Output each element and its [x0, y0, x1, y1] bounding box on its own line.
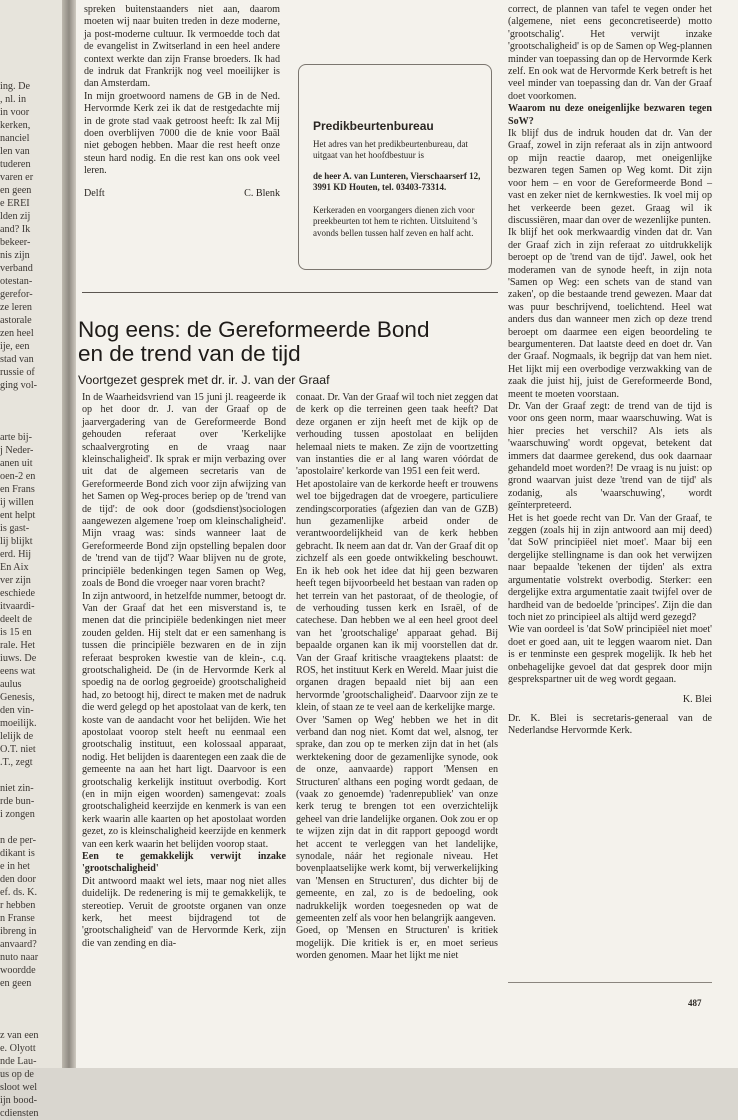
stub-line: ijn bood- [0, 1095, 38, 1106]
section-rule [82, 292, 498, 293]
stub-line: e EREI [0, 198, 30, 209]
stub-line: us op de [0, 1069, 34, 1080]
stub-line: en geen [0, 185, 32, 196]
article-column-2 [296, 392, 498, 963]
stub-line: verband [0, 263, 33, 274]
stub-line: rde bun- [0, 796, 35, 807]
article-paragraph: Over 'Samen op Weg' hebben we het in dit verband dan nog niet. Komt dat wel, alsnog, ter sprake, dan zou op te merken zijn dat in het (als werktekening door de gezamenlijke synode, ook de onze, aanvaarde) rapport 'Mensen en Structuren' althans een poging wordt gedaan, de (vaak zo genoemde) 'radenrepubliek' van onze kerk terug te brengen tot een overzichtelijk geheel van drie landelijke organen. Ook zou er op te wijzen zijn dat in dit rapport gepoogd wordt het accent te verleggen van het landelijke, synodale, náár het regionale niveau. Het bovenplaatselijke werk komt, bij verwerkelijking van 'Mensen en Structuren', dus dichter bij de gemeente, en zal, zo is de bedoeling, ook nadrukkelijk worden toegesneden op wat de gemeenten zelf als voor hen belangrijk aangeven. [296, 714, 498, 925]
stub-line: bekeer- [0, 237, 31, 248]
stub-line: Genesis, [0, 692, 35, 703]
stub-line: ent helpt [0, 510, 36, 521]
letter-paragraph: In mijn groetwoord namens de GB in de Ned. Hervormde Kerk zei ik dat de restgedachte mij in de grote stad vaak getroost heeft: Ik zal Mij doen overblijven 7000 die de knie voor Baäl niet gebogen hebben. Maar die rest heeft onze steun hard nodig. En die rest kan ons ook veel leren. [84, 90, 280, 177]
stub-line: niet zin- [0, 783, 34, 794]
article-subhead: Een te gemakkelijk verwijt inzake 'grootschaligheid' [82, 851, 286, 875]
stub-line: ibreng in [0, 926, 37, 937]
stub-line: tuderen [0, 159, 31, 170]
stub-line: len van [0, 146, 30, 157]
stub-line: rale. Het [0, 640, 36, 651]
stub-line: anvaard? [0, 939, 37, 950]
box-note: Kerkeraden en voorgangers dienen zich voor preekbeurten tot hem te richten. Uitsluitend 's avonds bellen tussen half zeven en half acht. [313, 205, 478, 238]
stub-line: lden zij [0, 211, 31, 222]
stub-line: is gast- [0, 523, 30, 534]
article-paragraph: Goed, op 'Mensen en Structuren' is kritiek mogelijk. Die kritiek is er, en moet serieus worden genomen. Maar het lijkt me niet [296, 925, 498, 962]
headline-line: en de trend van de tijd [78, 341, 301, 366]
predikbeurtenbureau-box [298, 64, 492, 270]
stub-line: erd. Hij [0, 549, 32, 560]
stub-line: nanciel [0, 133, 30, 144]
letter-place: Delft [84, 187, 105, 199]
stub-line: den vin- [0, 705, 34, 716]
stub-line: deelt de [0, 614, 32, 625]
stub-line: and? Ik [0, 224, 31, 235]
stub-line: eens wat [0, 666, 36, 677]
article-paragraph: conaat. Dr. Van der Graaf wil toch niet zeggen dat de kerk op die terreinen geen taak heeft? Dat deze organen er zijn heeft met de kijk op de verhouding tussen apostolaat en belijden helemaal niets te maken. Ze zijn de voortzetting van instanties die er al lang waren vóórdat de 'apostolaire' kerkorde van 1951 een feit werd. [296, 392, 498, 478]
stub-line: oen-2 en [0, 471, 36, 482]
stub-line: itvaardi- [0, 601, 35, 612]
stub-line: stad van [0, 354, 34, 365]
stub-line: eschiede [0, 588, 36, 599]
stub-line: r hebben [0, 900, 36, 911]
stub-line: kerken, [0, 120, 31, 131]
stub-line: ije, een [0, 341, 30, 352]
stub-line: woordde [0, 965, 36, 976]
magazine-page [76, 0, 738, 1068]
stub-line: n Franse [0, 913, 35, 924]
stub-line: astorale [0, 315, 32, 326]
letter-signature-row [84, 188, 280, 200]
stub-line: ze leren [0, 302, 32, 313]
stub-line: , nl. in [0, 94, 27, 105]
stub-line: ver zijn [0, 575, 31, 586]
stub-line: ef. ds. K. [0, 887, 38, 898]
stub-line: .T., zegt [0, 757, 33, 768]
stub-line: ij willen [0, 497, 34, 508]
stub-line: gerefor- [0, 289, 33, 300]
stub-line: z van een [0, 1030, 39, 1041]
article-paragraph: Dr. Van der Graaf zegt: de trend van de tijd is voor ons geen norm, maar waarschuwing. Wat is hier precies het verschil? Als iets als 'waarschuwing' wordt opgevat, betekent dat immers dat daarmee gerekend, dus ook daarnaar gehandeld moet worden?! De vraag is nu juist: op grond waarvan juist deze 'trend van de tijd' als zodanig, als 'waarschuwing', wordt geïnterpreteerd. [508, 401, 712, 512]
stub-line: den door [0, 874, 36, 885]
stub-line: ing. De [0, 81, 30, 92]
headline-line: Nog eens: de Gereformeerde Bond [78, 317, 430, 342]
stub-line: moeilijk. [0, 718, 37, 729]
letter-paragraph: spreken buitenstaanders niet aan, daarom moeten wij naar buiten treden in deze moderne, ja post-moderne cultuur. Ik vermoedde toch dat de evangelist in Zwitserland in een heel andere context werkte dan zijn Franse broeders. Ik had de indruk dat Frankrijk nog veel moeilijker is dan Amsterdam. [84, 4, 280, 90]
box-title: Predikbeurtenbureau [313, 119, 434, 133]
left-page-stub [0, 0, 66, 1119]
stub-line: lelijk de [0, 731, 34, 742]
author-note: Dr. K. Blei is secretaris-generaal van de Nederlandse Hervormde Kerk. [508, 712, 712, 737]
stub-line: En Aix [0, 562, 29, 573]
stub-line: en Frans [0, 484, 35, 495]
page-number: 487 [688, 998, 702, 1008]
article-paragraph: Ik blijf het ook merkwaardig vinden dat dr. Van der Graaf zich in zijn referaat zo uitdrukkelijk beroept op de 'trend van de tijd'. Jawel, ook het moderamen van de synode heeft, in zijn nota 'Samen op Weg: een schets van de stand van zaken', op die bestaande trend gewezen. Maar dat was puur beschrijvend, toelichtend. Heel wat anders dus dan wanneer men zich op deze trend beroept om daarmee een eigen beoordeling te beargumenteren. Dat laatste deed en doet dr. Van der Graaf. Nogmaals, ik begrijp dat van hem niet. Het lijkt mij een overbodige verzwakking van de zaak die juist hij, juist de Gereformeerde Bond, meent te moeten voorstaan. [508, 227, 712, 400]
stub-line: nuto naar [0, 952, 39, 963]
stub-line: russie of [0, 367, 35, 378]
article-headline [78, 318, 518, 366]
stub-line: iuws. De [0, 653, 37, 664]
stub-line: arte bij- [0, 432, 32, 443]
stub-line: aulus [0, 679, 22, 690]
article-paragraph: correct, de plannen van tafel te vegen onder het (algemene, niet eens geconcretiseerde) motto 'grootschalig'. Het verwijt inzake 'grootschaligheid' is op de Samen op Weg-plannen minder van toepassing dan op de Hervormde Kerk zelf. En ook wat de Hervormde Kerk betreft is het veel minder van toepassing dan dr. Van der Graaf doet voorkomen. [508, 4, 712, 102]
article-signature: K. Blei [682, 694, 712, 706]
stub-line: nde Lau- [0, 1056, 37, 1067]
article-column-1 [82, 392, 286, 950]
stub-line: anen uit [0, 458, 33, 469]
article-subhead: Waarom nu deze oneigenlijke bezwaren tegen SoW? [508, 103, 712, 127]
stub-line: varen er [0, 172, 34, 183]
stub-line: sloot wel [0, 1082, 38, 1093]
article-paragraph: Wie van oordeel is 'dat SoW principiëel niet moet' doet er goed aan, uit te leggen waarom niet. Dan is er tenminste een gesprek mogelijk. Ik heb het onbehagelijke gevoel dat dat gesprek door mijn gesprekspartner uit de weg wordt gegaan. [508, 624, 712, 685]
letter-signature: C. Blenk [244, 187, 280, 199]
box-intro: Het adres van het predikbeurtenbureau, dat uitgaat van het hoofdbestuur is [313, 139, 468, 161]
stub-line: en geen [0, 978, 32, 989]
book-binding [62, 0, 76, 1068]
footer-rule [508, 982, 712, 983]
stub-line: dikant is [0, 848, 35, 859]
stub-line: ging vol- [0, 380, 38, 391]
article-paragraph: Ik blijf dus de indruk houden dat dr. Van der Graaf, zowel in zijn referaat als in zijn antwoord op mijn reactie daarop, met oneigenlijke bezwaren tegen Samen op Weg komt. Dit zijn voor hem – en voor de Gereformeerde Bond – vast en zeker niet de kernkwesties. Ik voel mij op het verkeerde been gezet. Graag wil ik discussiëren, maar dan over de wezenlijke punten. [508, 128, 712, 226]
article-paragraph: Het is het goede recht van Dr. Van der Graaf, te zeggen (zoals hij in zijn antwoord aan mij deed) 'dat SoW principiëel niet moet'. Maar bij een dergelijke stellingname is dan ook het verwijzen naar bepaalde 'tekenen der tijden' als extra argumentatie volstrekt overbodig. Sterker: een dergelijke extra argumentatie zaait twijfel over de hardheid van de bedoelde 'principes'. Zijn die dan toch niet zo principieel als altijd werd gezegd? [508, 512, 712, 623]
article-paragraph: In de Waarheidsvriend van 15 juni jl. reageerde ik op het door dr. J. van der Graaf op de jaarvergadering van de Gereformeerde Bond gehouden referaat over 'Kerkelijke schaalvergroting en de vraag naar kleinschaligheid'. Ik sprak er mijn verbazing over uit dat de algemeen secretaris van de Gereformeerde Bond zich voor zijn afwijzing van het Samen op Weg-proces beriep op de 'trend van de tijd': de ook door (godsdienst)sociologen aangewezen algemene 'roep om kleinschaligheid'. Mijn vraag was: sinds wanneer laat de Gereformeerde Bond zijn opstelling bepalen door de 'trend van de tijd'? Waar blijven nu de grote, principiële bedenkingen tegen Samen op Weg, zoals de Bond die vroeger naar voren bracht? [82, 392, 286, 590]
stub-line: j Neder- [0, 445, 34, 456]
letter-column [84, 4, 280, 200]
stub-line: in voor [0, 107, 30, 118]
article-subtitle: Voortgezet gesprek met dr. ir. J. van der Graaf [78, 373, 330, 387]
stub-line: lij blijkt [0, 536, 33, 547]
article-paragraph: Het apostolaire van de kerkorde heeft er trouwens wel toe bijgedragen dat de vroegere, particuliere zendingscorporaties (afgezien dan van de GZB) hun gezamenlijke arbeid onder de verantwoordelijkheid van de kerk hebben gebracht. Ik neem aan dat dr. Van der Graaf dit op zichzelf als een goede ontwikkeling beschouwt. En ik heb ook het idee dat hij geen bezwaren heeft tegen bijvoorbeeld het bestaan van raden op het terrein van het pastoraat, of de theologie, of de verhouding tussen kerk en Israël, of de catechese. Dan hebben we al een heel groot deel van het 'grootschalige' apparaat gehad. Bij bepaalde organen kan ik mij voorstellen dat dr. Van der Graaf kritische vraagtekens plaatst: de ROS, het instituut Kerk en Wereld. Maar juist die organen dragen bepaald niet bij aan een hervormde 'grootschaligheid'. Daarvoor zijn ze te klein, of staan ze te veel aan de kerkelijke marge. [296, 478, 498, 714]
stub-line: nis zijn [0, 250, 30, 261]
article-column-3 [508, 4, 712, 738]
stub-line: i zongen [0, 809, 35, 820]
stub-line: is 15 en [0, 627, 32, 638]
stub-line: otestan- [0, 276, 33, 287]
stub-line: e in het [0, 861, 30, 872]
article-paragraph: In zijn antwoord, in hetzelfde nummer, betoogt dr. Van der Graaf dat het een misverstand is, te menen dat die principiële bedenkingen niet meer zouden gelden. Hij stelt dat er een samenhang is tussen die principiële bezwaren en de in zijn referaat besproken kwestie van de klein-, c.q. grootschaligheid. De (in de Hervormde Kerk al spoedig na de oorlog gegroeide) grootschaligheid had, zo betoogt hij, direct te maken met de nadruk die werd gelegd op het apostolaat van de kerk, ten koste van de aandacht voor het belijden. Wie het apostolaat voorop stelt heeft nu eenmaal een grootschalig instituut, een kolossaal apparaat, nodig. Het belijden is daarentegen een zaak die de gemeente na aan het hart ligt. Daarvoor is een grootschalig kerkelijk instituut overbodig. Kort (en in mijn eigen woorden) samengevat: zoals grootschaligheid keerzijde en kenmerk is van een kerk waarin alle kaarten op het apostolaat worden gezet, zo is kleinschaligheid keerzijde en kenmerk van een kerk waarin het belijden voorop staat. [82, 590, 286, 850]
stub-line: zen heel [0, 328, 34, 339]
article-paragraph: Dit antwoord maakt wel iets, maar nog niet alles duidelijk. De redenering is mij te gemakkelijk, te stereotiep. Veruit de grootste organen van onze kerk, het meest bijdragend tot de 'grootschaligheid' van de Hervormde Kerk, zijn die van zending en dia- [82, 875, 286, 949]
stub-line: cdiensten [0, 1108, 39, 1119]
stub-line: O.T. niet [0, 744, 36, 755]
stub-line: e. Olyott [0, 1043, 36, 1054]
box-address: de heer A. van Lunteren, Vierschaarserf 12, 3991 KD Houten, tel. 03403-73314. [313, 171, 481, 193]
stub-line: n de per- [0, 835, 36, 846]
